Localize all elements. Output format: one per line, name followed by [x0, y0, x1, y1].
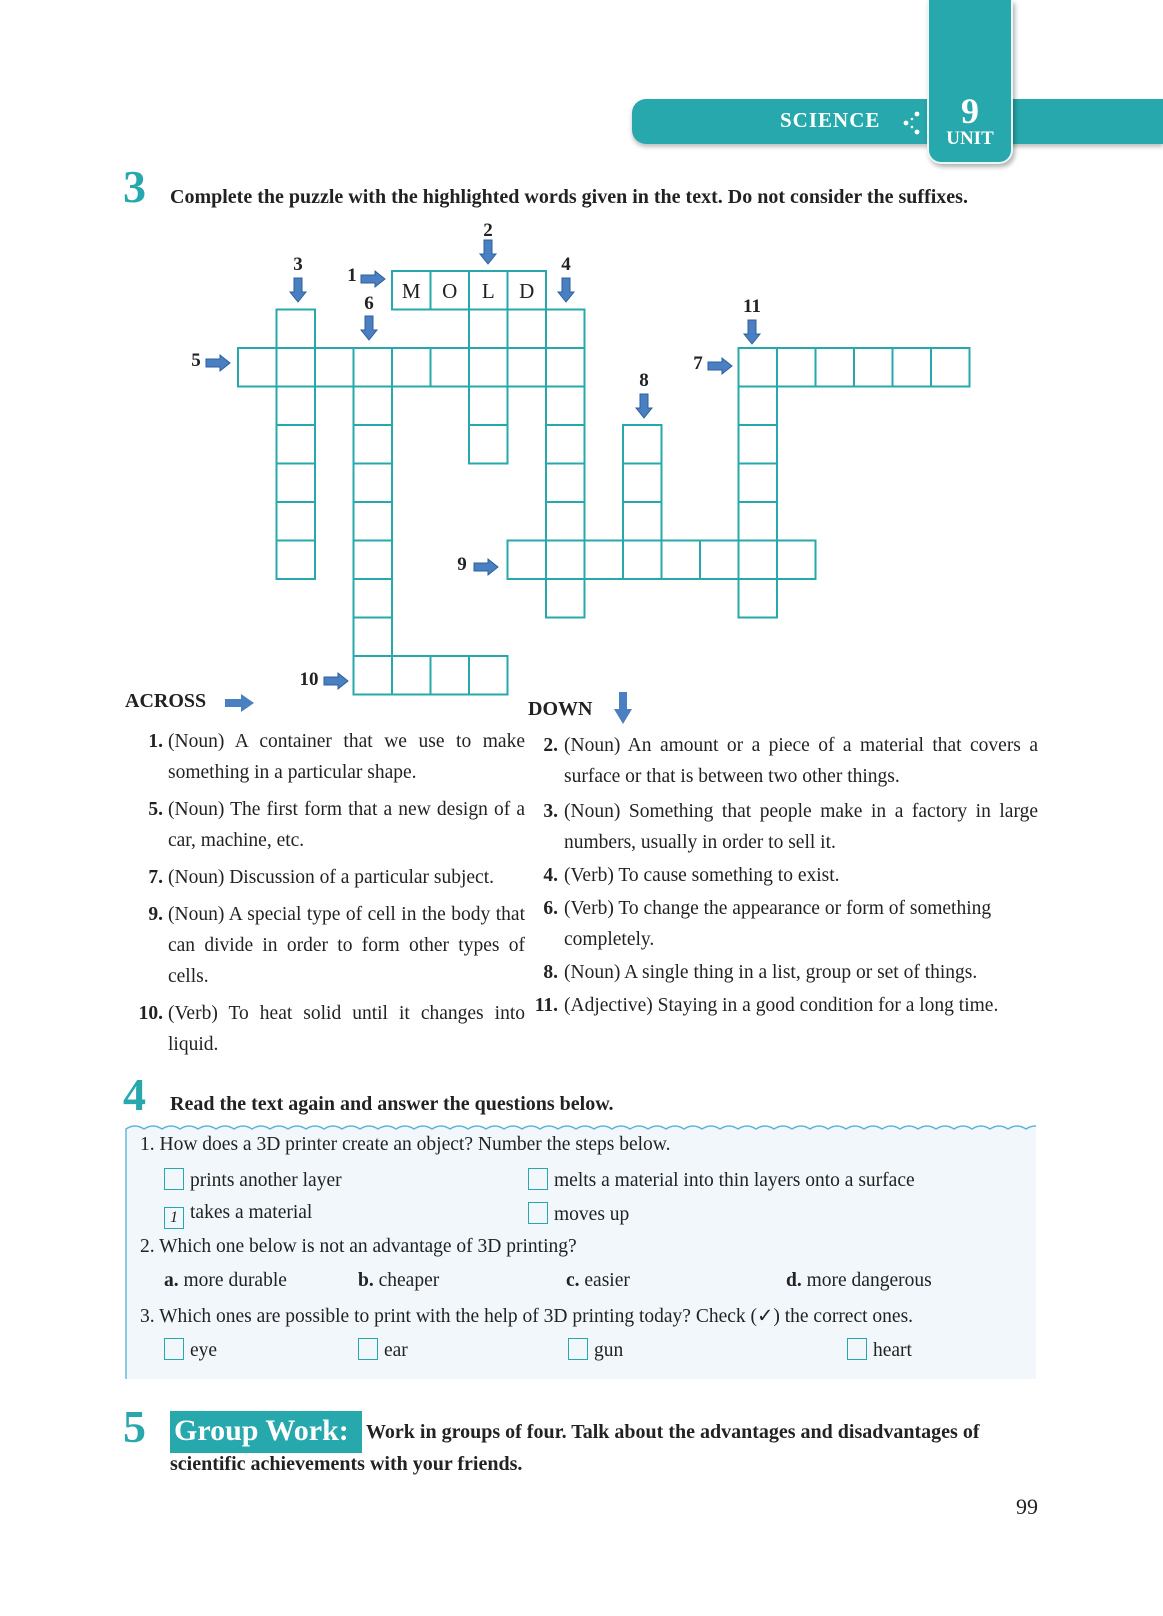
crossword-cell[interactable]	[700, 541, 739, 580]
clue-text: (Noun) A container that we use to make something in a particular shape.	[168, 731, 525, 783]
clue-number: 4.	[543, 865, 558, 886]
q3-option	[568, 1338, 623, 1362]
q2-option-b[interactable]	[358, 1270, 439, 1292]
page-number: 99	[1016, 1494, 1038, 1519]
q2-option-a[interactable]	[164, 1270, 287, 1292]
step-number-box[interactable]	[164, 1168, 184, 1190]
given-letter: O	[442, 279, 458, 303]
crossword-cell[interactable]	[469, 656, 508, 695]
q2-option-c[interactable]	[566, 1270, 630, 1292]
down-clue	[528, 957, 1038, 988]
crossword-cell[interactable]	[739, 348, 778, 387]
unit-label: UNIT	[946, 128, 994, 149]
exercise-5-instruction-line2: scientific achievements with your friends.	[170, 1453, 523, 1475]
subject-title: SCIENCE	[780, 108, 881, 132]
given-letter: M	[401, 279, 421, 303]
crossword-cell[interactable]	[546, 387, 585, 426]
crossword-cell[interactable]	[469, 348, 508, 387]
across-clue	[125, 998, 525, 1060]
crossword-cell[interactable]	[508, 310, 547, 349]
step-label: melts a material into thin layers onto a surface	[554, 1170, 915, 1191]
crossword-cell[interactable]	[277, 464, 316, 503]
clue-text: (Noun) Discussion of a particular subject.	[168, 867, 494, 888]
option-label: heart	[873, 1340, 912, 1361]
option-text: more durable	[183, 1270, 287, 1291]
step-label: takes a material	[190, 1202, 313, 1223]
down-arrow-icon	[361, 316, 377, 340]
step-label: prints another layer	[190, 1170, 342, 1191]
q3-option	[358, 1338, 408, 1362]
across-clue	[125, 726, 525, 788]
crossword-cell[interactable]	[238, 348, 277, 387]
crossword-cell[interactable]	[546, 425, 585, 464]
option-text: more dangerous	[806, 1270, 932, 1291]
clue-number: 10.	[138, 1003, 163, 1024]
crossword-cell[interactable]	[354, 541, 393, 580]
clue-number-label: 6	[364, 293, 374, 314]
crossword-cell[interactable]	[277, 541, 316, 580]
group-work-label: Group Work:	[170, 1411, 362, 1453]
crossword-cell[interactable]	[777, 541, 816, 580]
clue-text: (Noun) An amount or a piece of a material that covers a surface or that is between two other things.	[564, 735, 1038, 787]
q1-step	[164, 1168, 342, 1192]
option-label: eye	[190, 1340, 218, 1361]
option-label: gun	[594, 1340, 624, 1361]
exercise-5-number: 5	[123, 1401, 146, 1452]
crossword-cell[interactable]	[392, 348, 431, 387]
crossword-cell[interactable]	[777, 348, 816, 387]
crossword-cell[interactable]	[354, 425, 393, 464]
crossword-cell[interactable]	[354, 502, 393, 541]
down-clue	[528, 990, 1038, 1021]
crossword-cell[interactable]	[469, 310, 508, 349]
clue-number: 2.	[543, 735, 558, 756]
option-letter: a.	[164, 1270, 179, 1291]
step-label: moves up	[554, 1204, 630, 1225]
unit-number: 9	[961, 91, 979, 131]
clue-number: 7.	[148, 867, 163, 888]
checkbox[interactable]	[358, 1338, 378, 1360]
q1-step	[528, 1168, 915, 1192]
crossword-cell[interactable]	[739, 502, 778, 541]
clue-number-label: 11	[743, 296, 761, 317]
down-arrow-icon	[290, 278, 306, 302]
across-arrow-icon	[324, 673, 348, 689]
q1-step	[528, 1202, 629, 1226]
crossword-cell[interactable]	[315, 348, 354, 387]
clue-number: 1.	[148, 731, 163, 752]
q1-step	[164, 1202, 312, 1229]
clue-number-label: 2	[483, 220, 493, 241]
across-clue	[125, 899, 525, 992]
down-clue	[528, 796, 1038, 858]
option-letter: d.	[786, 1270, 802, 1291]
across-clue	[125, 862, 525, 893]
crossword-cell[interactable]	[546, 541, 585, 580]
clue-number-label: 8	[639, 370, 649, 391]
clue-number: 11.	[534, 995, 558, 1016]
clue-text: (Verb) To heat solid until it changes into liquid.	[168, 1003, 525, 1055]
exercise-5-instruction-line1: Work in groups of four. Talk about the advantages and disadvantages of	[366, 1421, 980, 1443]
crossword-cell[interactable]	[277, 387, 316, 426]
clue-number: 5.	[148, 799, 163, 820]
clue-number: 8.	[543, 962, 558, 983]
crossword-cell[interactable]	[739, 579, 778, 618]
crossword-cell[interactable]	[277, 502, 316, 541]
crossword-cell[interactable]	[277, 310, 316, 349]
clue-number: 3.	[543, 801, 558, 822]
crossword-cell[interactable]	[739, 464, 778, 503]
across-arrow-icon	[708, 358, 732, 374]
checkbox[interactable]	[568, 1338, 588, 1360]
down-clue-list	[528, 730, 1038, 1021]
across-heading: ACROSS	[125, 690, 207, 712]
crossword-cell[interactable]	[623, 541, 662, 580]
crossword-cell[interactable]	[662, 541, 701, 580]
down-arrow-icon	[558, 278, 574, 302]
step-number-box[interactable]	[528, 1168, 548, 1190]
crossword-cell[interactable]	[354, 656, 393, 695]
clue-number-label: 7	[693, 353, 703, 374]
across-arrow-icon	[474, 559, 498, 575]
down-arrow-icon	[636, 394, 652, 418]
clue-text: (Noun) Something that people make in a factory in large numbers, usually in order to sell it.	[564, 801, 1038, 853]
q1-text: 1. How does a 3D printer create an object? Number the steps below.	[140, 1134, 671, 1155]
q2-text: 2. Which one below is not an advantage of 3D printing?	[140, 1236, 577, 1257]
q2-option-d[interactable]	[786, 1270, 932, 1292]
crossword-cell[interactable]	[623, 464, 662, 503]
crossword-cell[interactable]	[931, 348, 970, 387]
q3-option	[164, 1338, 217, 1362]
crossword-cell[interactable]	[431, 656, 470, 695]
crossword-cell[interactable]	[585, 541, 624, 580]
crossword-cell[interactable]	[546, 464, 585, 503]
crossword-cell[interactable]	[546, 310, 585, 349]
q3-option	[847, 1338, 912, 1362]
crossword-cell[interactable]	[277, 348, 316, 387]
checkbox[interactable]	[847, 1338, 867, 1360]
exercise-4-instruction: Read the text again and answer the questions below.	[170, 1093, 614, 1115]
across-arrow-icon	[223, 692, 257, 714]
across-clue-list	[125, 726, 525, 1060]
crossword-cell[interactable]	[854, 348, 893, 387]
clue-text: (Verb) To cause something to exist.	[564, 865, 840, 886]
clue-number-label: 4	[561, 254, 571, 275]
crossword-cell[interactable]	[354, 387, 393, 426]
clue-text: (Noun) A single thing in a list, group or set of things.	[564, 962, 978, 983]
clue-number-label: 1	[347, 265, 357, 286]
crossword-cell[interactable]	[739, 541, 778, 580]
down-clue	[528, 893, 1038, 955]
crossword-cell[interactable]	[469, 425, 508, 464]
given-letter: D	[519, 279, 535, 303]
crossword-cell[interactable]	[546, 348, 585, 387]
crossword-cell[interactable]	[508, 348, 547, 387]
clue-text: (Noun) A special type of cell in the body that can divide in order to form other types of cells.	[168, 904, 525, 987]
given-letter: L	[481, 279, 495, 303]
exercise-3-number: 3	[123, 161, 146, 212]
option-letter: c.	[566, 1270, 580, 1291]
clue-number: 9.	[148, 904, 163, 925]
clue-number-label: 5	[191, 350, 201, 371]
option-text: cheaper	[378, 1270, 440, 1291]
step-number-box[interactable]	[528, 1202, 548, 1224]
across-clue	[125, 794, 525, 856]
down-clue	[528, 860, 1038, 891]
down-arrow-icon	[612, 690, 634, 726]
crossword-cell[interactable]	[508, 541, 547, 580]
clue-text: (Verb) To change the appearance or form of something completely.	[564, 898, 992, 950]
exercise-4-number: 4	[123, 1069, 146, 1120]
down-arrow-icon	[744, 320, 760, 344]
crossword-cell[interactable]	[623, 502, 662, 541]
q3-text: 3. Which ones are possible to print with the help of 3D printing today? Check (✓) the correct ones.	[140, 1306, 914, 1327]
clue-number-label: 9	[457, 554, 467, 575]
down-arrow-icon	[480, 240, 496, 264]
down-heading: DOWN	[528, 698, 593, 720]
option-letter: b.	[358, 1270, 374, 1291]
checkbox[interactable]	[164, 1338, 184, 1360]
crossword-cell[interactable]	[431, 348, 470, 387]
crossword-cell[interactable]	[469, 387, 508, 426]
crossword-cell[interactable]	[354, 464, 393, 503]
option-text: easier	[584, 1270, 630, 1291]
option-label: ear	[384, 1340, 408, 1361]
crossword-cell[interactable]	[392, 656, 431, 695]
crossword-cell[interactable]	[893, 348, 932, 387]
down-clue	[528, 730, 1038, 792]
crossword-cell[interactable]	[739, 387, 778, 426]
clue-number-label: 3	[293, 254, 303, 275]
step-number-box[interactable]: 1	[164, 1207, 184, 1229]
clue-text: (Adjective) Staying in a good condition for a long time.	[564, 995, 999, 1016]
exercise-3-instruction: Complete the puzzle with the highlighted words given in the text. Do not consider the suffixes.	[170, 186, 968, 208]
clue-text: (Noun) The first form that a new design of a car, machine, etc.	[168, 799, 525, 851]
crossword-cell[interactable]	[816, 348, 855, 387]
across-arrow-icon	[206, 355, 230, 371]
crossword-cell[interactable]	[546, 579, 585, 618]
crossword-cell[interactable]	[354, 618, 393, 657]
crossword-cell[interactable]	[354, 579, 393, 618]
crossword-cell[interactable]	[739, 425, 778, 464]
crossword-cell[interactable]	[546, 502, 585, 541]
clue-number-label: 10	[299, 669, 319, 690]
clue-number: 6.	[543, 898, 558, 919]
across-arrow-icon	[361, 271, 385, 287]
crossword-cell[interactable]	[354, 348, 393, 387]
crossword-cell[interactable]	[623, 425, 662, 464]
crossword-cell[interactable]	[277, 425, 316, 464]
crossword-grid[interactable]	[0, 0, 1163, 700]
